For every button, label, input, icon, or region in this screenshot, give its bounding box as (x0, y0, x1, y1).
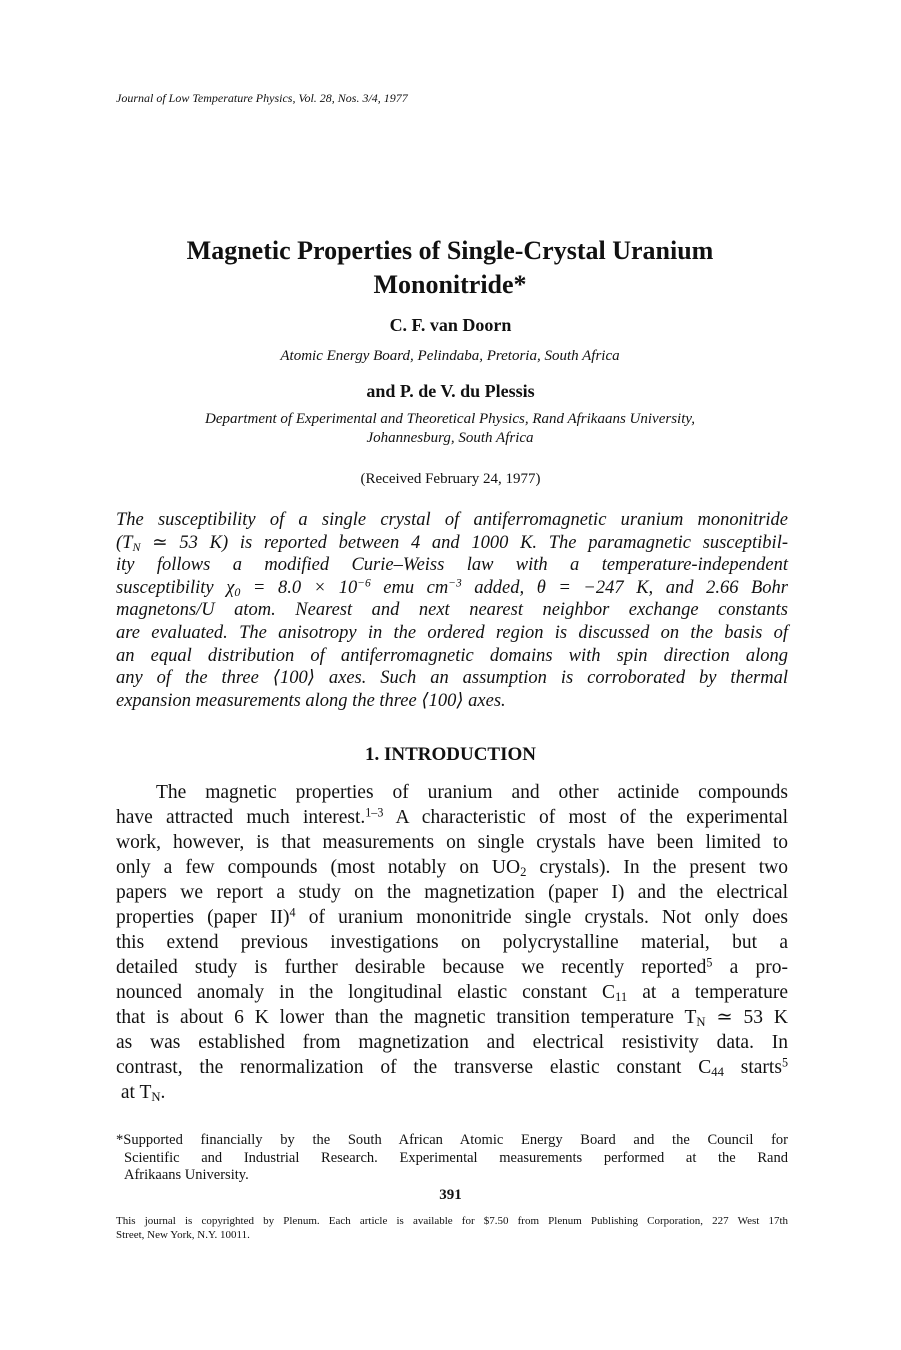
footnote-line: *Supported financially by the South African Atomic Energy Board and the Council for (116, 1132, 788, 1148)
copyright-line: Street, New York, N.Y. 10011. (116, 1228, 250, 1241)
title-line-2: Mononitride* (373, 270, 527, 299)
received-date: (Received February 24, 1977) (360, 471, 541, 487)
abstract-line: ($T_N$ ≃ 53 K) is reported between 4 and 1000 K. The paramagnetic susceptibil- (116, 532, 788, 554)
body-line: papers we report a study on the magnetization (paper I) and the electrical (116, 882, 788, 903)
page-number: 391 (439, 1187, 462, 1203)
body-line: detailed study is further desirable because we recently reported$^5$ a pro- (116, 955, 788, 978)
abstract-line: The susceptibility of a single crystal of antiferromagnetic uranium mononitride (116, 510, 788, 530)
affiliation-1: Atomic Energy Board, Pelindaba, Pretoria, South Africa (280, 348, 620, 364)
body-line: nounced anomaly in the longitudinal elastic constant $C_{11}$ at a temperature (116, 982, 788, 1005)
footnote-line: Scientific and Industrial Research. Experimental measurements performed at the Rand (124, 1149, 788, 1166)
abstract-line: expansion measurements along the three ⟨100⟩ axes. (116, 690, 506, 711)
body-text (116, 780, 788, 1105)
footnote-line: Afrikaans University. (124, 1167, 249, 1183)
body-line: only a few compounds (most notably on $UO_2$ crystals). In the present two (116, 857, 788, 880)
body-line: contrast, the renormalization of the transverse elastic constant $C_{44}$ starts$^5$ (116, 1055, 788, 1080)
body-line: as was established from magnetization and electrical resistivity data. In (116, 1032, 788, 1053)
section-heading: 1. INTRODUCTION (364, 744, 537, 765)
author-2: and P. de V. du Plessis (366, 381, 535, 401)
body-line: have attracted much interest.$^{1-3}$ A characteristic of most of the experimental (116, 805, 788, 828)
body-line: this extend previous investigations on polycrystalline material, but a (116, 932, 788, 953)
affiliation-2 (100, 410, 800, 448)
abstract (116, 509, 788, 712)
journal-citation: Journal of Low Temperature Physics, Vol. 28, Nos. 3/4, 1977 (116, 91, 408, 105)
abstract-line: susceptibility $\chi_0 = 8.0 \times 10^{-6}$ emu $cm^{-3}$ added, θ = −247 K, and 2.66 Bohr (116, 577, 789, 599)
article-title (90, 234, 810, 302)
abstract-line: any of the three ⟨100⟩ axes. Such an assumption is corroborated by thermal (116, 668, 788, 689)
author-1: C. F. van Doorn (389, 315, 512, 335)
copyright-notice (116, 1215, 788, 1242)
title-line-1: Magnetic Properties of Single-Crystal Uranium (186, 236, 714, 265)
abstract-line: an equal distribution of antiferromagnetic domains with spin direction along (116, 645, 788, 666)
footnote (116, 1132, 788, 1185)
affiliation-2-line-2: Johannesburg, South Africa (366, 430, 534, 446)
abstract-line: magnetons/U atom. Nearest and next nearest neighbor exchange constants (116, 600, 788, 621)
body-line: at $T_N$. (120, 1082, 166, 1105)
body-line: The magnetic properties of uranium and other actinide compounds (156, 782, 788, 803)
copyright-line: This journal is copyrighted by Plenum. Each article is available for $7.50 from Plenum Publishing Corporation, 227 West 17th (116, 1215, 788, 1227)
abstract-line: are evaluated. The anisotropy in the ordered region is discussed on the basis of (116, 622, 788, 643)
abstract-line: ity follows a modified Curie–Weiss law with a temperature-independent (116, 555, 788, 576)
affiliation-2-line-1: Department of Experimental and Theoretical Physics, Rand Afrikaans University, (205, 411, 695, 427)
body-line: that is about 6 K lower than the magnetic transition temperature $T_N$ ≃ 53 K (116, 1007, 788, 1030)
body-line: work, however, is that measurements on single crystals have been limited to (116, 832, 788, 853)
body-line: properties (paper II)$^4$ of uranium mononitride single crystals. Not only does (116, 905, 788, 928)
